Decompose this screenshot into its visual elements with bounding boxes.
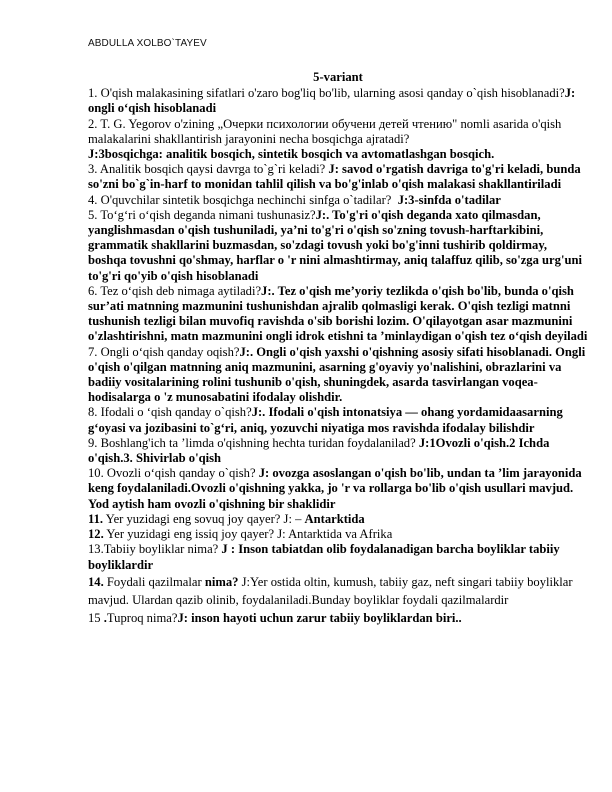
question-11: 11. Yer yuzidagi eng sovuq joy qayer? J: – Antarktida xyxy=(88,511,365,526)
question-2: 2. T. G. Yegorov o'zining „Очерки психологии обучени детей чтению" nomli asarida o'qish malakalarini shakllantirish jarayonini necha bosqichga ajratadi? J:3bosqichga: analitik bosqich, sintetik bosqich va avtomatlashgan bosqich. xyxy=(88,116,562,162)
question-5: 5. To‘g‘ri o‘qish deganda nimani tushunasiz?J:. To'g'ri o'qish deganda xato qilmasdan, yanglishmasdan o'qish tushuniladi, ya’ni to'g'ri o'qish so'zning tovush-harftarkibini, grammatik shakllarini buzmasdan, so'zdagi tovush yoki bo'g'inni tushirib qoldirmay, boshqa tovushni qo'shmay, harflar o 'r nini almashtirmay, aniq talaffuz qilib, so'zga urg'uni to'g'ri qo'yib o'qish hisoblanadi xyxy=(88,207,582,283)
document-body xyxy=(88,70,588,627)
question-3: 3. Analitik bosqich qaysi davrga to`g`ri keladi? J: savod o'rgatish davriga to'g'ri keladi, bunda so'zni bo`g`in-harf to monidan tahlil qilish va bo'g'inlab o'qish malakasi shakllantiriladi xyxy=(88,162,581,192)
question-14: 14. Foydali qazilmalar nima? J:Yer ostida oltin, kumush, tabiiy gaz, neft singari tabiiy boyliklar mavjud. Ulardan qazib olinib, foydalaniladi.Bunday boyliklar foydali qazilmalardir xyxy=(88,574,573,607)
question-4: 4. O'quvchilar sintetik bosqichga nechinchi sinfga o`tadilar? J:3-sinfda o'tadilar xyxy=(88,192,501,207)
question-10: 10. Ovozli o‘qish qanday o`qish? J: ovozga asoslangan o'qish bo'lib, undan ta ’lim jarayonida keng foydalaniladi.Ovozli o'qishning yakka, jo 'r va rollarga bo'lib o'qish usullari mavjud. Yod aytish ham ovozli o'qishning bir shaklidir xyxy=(88,466,582,511)
question-8: 8. Ifodali o ‘qish qanday o`qish?J:. Ifodali o'qish intonatsiya — ohang yordamidaasarning g‘oyasi va jozibasini to`g‘ri, aniq, yozuvchi niyatiga mos ravishda ifodalay bilishdir xyxy=(88,405,563,435)
question-9: 9. Boshlang'ich ta ’limda o'qishning hechta turidan foydalanilad? J:1Ovozli o'qish.2 Ichda o'qish.3. Shivirlab o'qish xyxy=(88,435,550,466)
question-6: 6. Tez o‘qish deb nimaga aytiladi?J:. Tez o'qish me’yoriy tezlikda o'qish bo'lib, bunda o'qish sur’ati matnning mazmunini tushunishdan ajralib qolmasligi kerak. O'qish tezligi matnni tushunish tezligi bilan muvofiq ravishda o'sib borishi lozim. O'qilayotgan asar mazmunini o'zlashtirishni, matn mazmunini ongli idrok etishni ta ’minlaydigan o'qish tez o‘qish deyiladi xyxy=(88,283,588,344)
question-15: 15 .Tuproq nima?J: inson hayoti uchun zarur tabiiy boyliklardan biri.. xyxy=(88,610,462,625)
question-7: 7. Ongli o‘qish qanday oqish?J:. Ongli o'qish yaxshi o'qishning asosiy sifati hisoblanadi. Ongli o'qish o'qilgan matnning aniq mazmunini, asarning g'oyaviy yo'nalishini, obrazlarini va badiiy vositalarining rolini tushunib o'qish, shuningdek, asarda tasvirlangan voqea-hodisalarga o 'z munosabatini ifodalay olishdir. xyxy=(88,344,586,405)
variant-title: 5-variant xyxy=(313,70,363,84)
page-header: ABDULLA XOLBO`TAYEV xyxy=(88,38,207,49)
question-12: 12. Yer yuzidagi eng issiq joy qayer? J: Antarktida va Afrika xyxy=(88,527,393,542)
question-1: 1. O'qish malakasining sifatlari o'zaro bog'liq bo'lib, ularning asosi qanday o`qish hisoblanadi?J: ongli o‘qish hisoblanadi xyxy=(88,86,576,116)
question-13: 13.Tabiiy boyliklar nima? J : Inson tabiatdan olib foydalanadigan barcha boyliklar tabiiy boyliklardir xyxy=(88,542,560,572)
